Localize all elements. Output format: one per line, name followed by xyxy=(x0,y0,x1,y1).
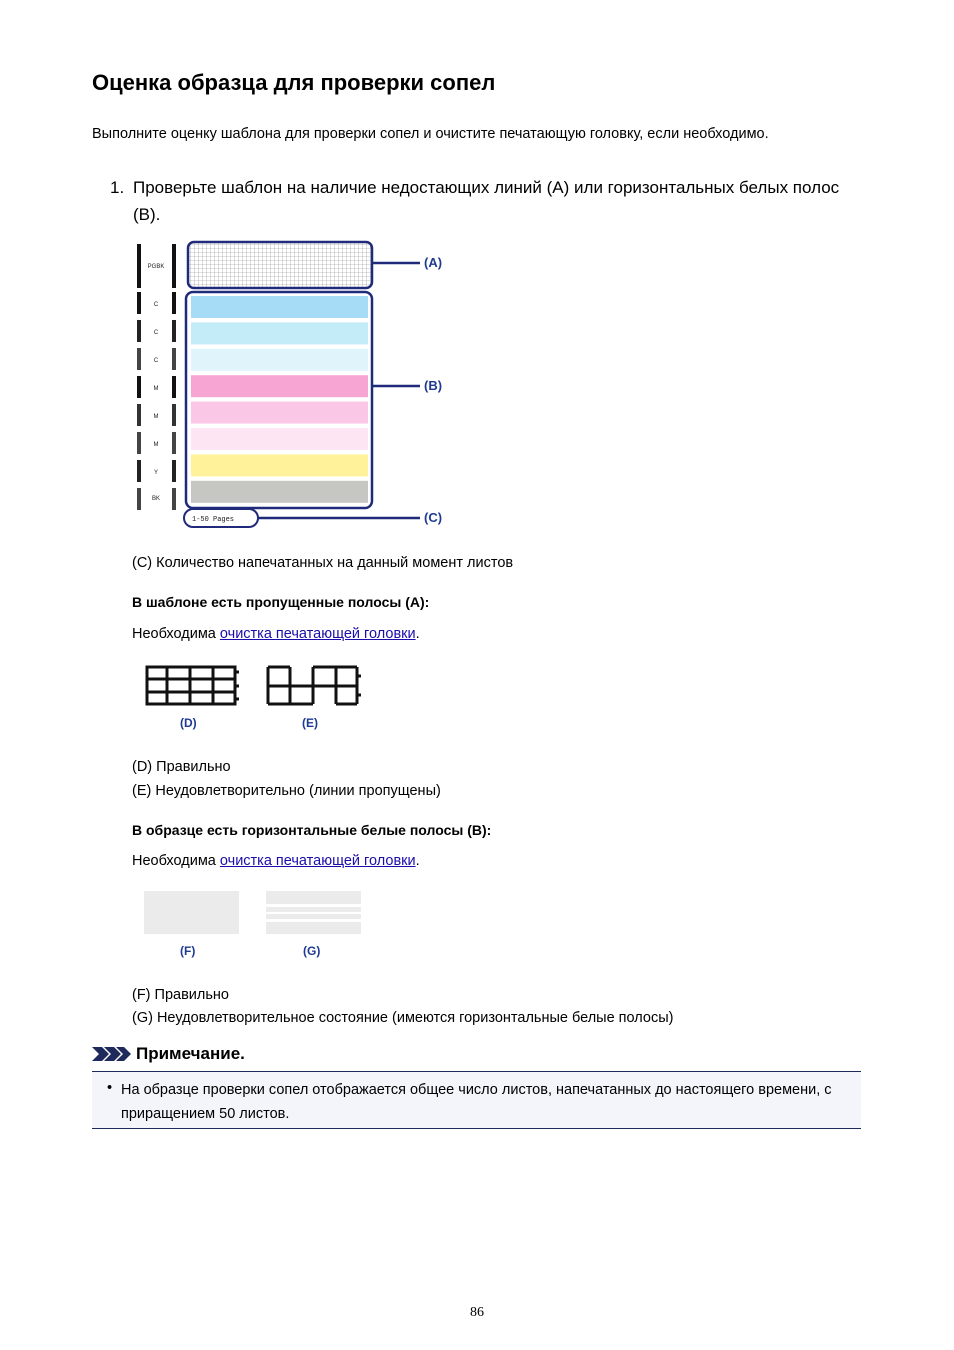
pages-counter-text: 1-50 Pages xyxy=(192,516,235,524)
step-number: 1. xyxy=(110,178,125,197)
note-text: На образце проверки сопел отображается общее число листов, напечатанных до настоящего времени, с приращением 50 листов. xyxy=(121,1082,832,1122)
channel-label: M xyxy=(153,442,159,448)
pattern-g-bad xyxy=(266,891,361,934)
section-b-heading: В образце есть горизонтальные белые полосы (B): xyxy=(132,822,492,838)
missing-lines-figure xyxy=(140,660,380,735)
label-d: (D) xyxy=(180,716,197,730)
section-b-text: Необходима очистка печатающей головки. xyxy=(132,853,420,869)
color-band xyxy=(191,322,368,344)
head-cleaning-link[interactable]: очистка печатающей головки xyxy=(219,626,416,642)
caption-e: (E) Неудовлетворительно (линии пропущены) xyxy=(132,783,441,799)
pattern-e-bad xyxy=(268,667,361,704)
channel-label: M xyxy=(153,386,159,392)
label-e: (E) xyxy=(302,716,318,730)
label-f: (F) xyxy=(180,944,196,958)
color-band xyxy=(191,349,368,371)
page-number: 86 xyxy=(470,1305,484,1320)
channel-label: Y xyxy=(153,470,159,476)
color-band xyxy=(191,428,368,450)
note-box xyxy=(92,1071,861,1129)
label-a: (A) xyxy=(424,255,443,270)
head-cleaning-link-2[interactable]: очистка печатающей головки xyxy=(219,853,416,869)
color-band xyxy=(191,296,368,318)
color-band xyxy=(191,454,368,476)
white-stripes-figure xyxy=(140,888,370,963)
pattern-f-correct xyxy=(144,891,239,934)
section-a-text: Необходима очистка печатающей головки. xyxy=(132,626,420,642)
note-heading xyxy=(92,1044,245,1064)
intro-text: Выполните оценку шаблона для проверки сопел и очистите печатающую головку, если необходимо. xyxy=(92,126,769,142)
step-1 xyxy=(110,174,850,228)
channel-label-pgbk: PGBK xyxy=(147,264,165,270)
color-band xyxy=(191,375,368,397)
caption-c: (C) Количество напечатанных на данный момент листов xyxy=(132,555,514,571)
page-title: Оценка образца для проверки сопел xyxy=(92,70,496,95)
color-band xyxy=(191,402,368,424)
note-title: Примечание. xyxy=(136,1044,245,1063)
grid-pattern-a xyxy=(188,242,372,288)
label-b: (B) xyxy=(424,378,443,393)
caption-g: (G) Неудовлетворительное состояние (имеются горизонтальные белые полосы) xyxy=(132,1010,674,1026)
caption-d: (D) Правильно xyxy=(132,759,231,775)
channel-label: C xyxy=(153,358,159,364)
channel-label: C xyxy=(153,330,159,336)
channel-label: C xyxy=(153,302,159,308)
nozzle-check-pattern-figure xyxy=(130,236,460,536)
channel-label: M xyxy=(153,414,159,420)
caption-f: (F) Правильно xyxy=(132,987,229,1003)
step-text: Проверьте шаблон на наличие недостающих линий (A) или горизонтальных белых полос (B). xyxy=(133,178,840,224)
channel-label: BK xyxy=(151,496,161,502)
label-g: (G) xyxy=(303,944,321,958)
pattern-d-correct xyxy=(147,667,239,704)
section-a-heading: В шаблоне есть пропущенные полосы (A): xyxy=(132,594,430,610)
note-bullet: • xyxy=(107,1080,113,1096)
note-arrows-icon xyxy=(92,1046,132,1062)
label-c: (C) xyxy=(424,510,443,525)
color-band xyxy=(191,481,368,503)
